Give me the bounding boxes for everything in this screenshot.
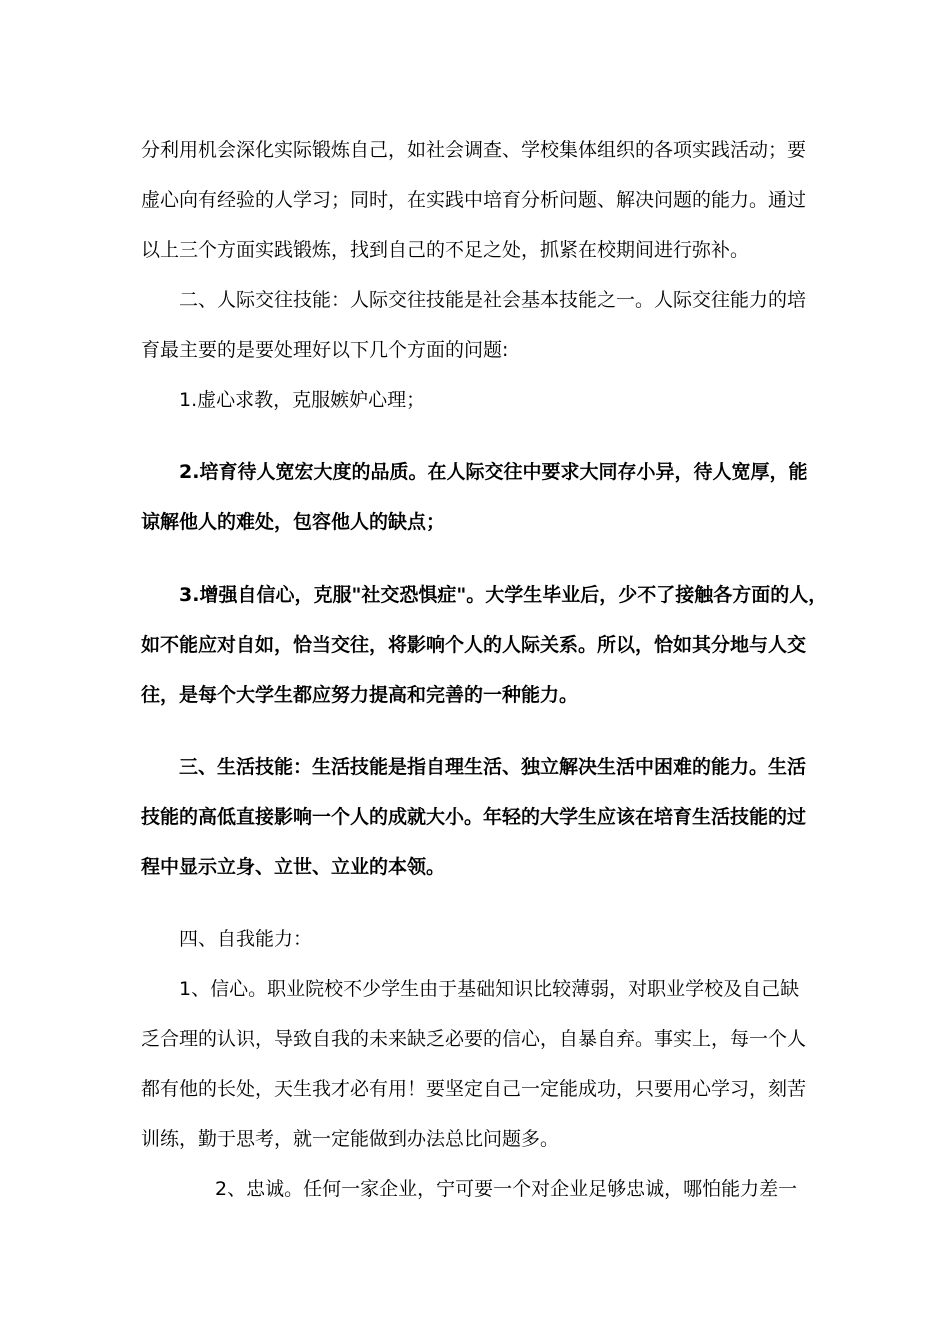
list-item: 1.虚心求教，克服嫉妒心理；	[179, 389, 426, 411]
paragraph-line: 乏合理的认识，导致自我的未来缺乏必要的信心，自暴自弃。事实上，每一个人	[141, 1028, 807, 1050]
section-heading: 四、自我能力：	[179, 928, 313, 950]
paragraph-line: 训练，勤于思考，就一定能做到办法总比问题多。	[141, 1128, 560, 1150]
paragraph-line: 以上三个方面实践锻炼，找到自己的不足之处，抓紧在校期间进行弥补。	[141, 239, 750, 261]
paragraph-line: 育最主要的是要处理好以下几个方面的问题:	[141, 339, 509, 361]
paragraph-line: 程中显示立身、立世、立业的本领。	[141, 856, 446, 878]
list-item: 3.增强自信心，克服"社交恐惧症"。大学生毕业后，少不了接触各方面的人，	[179, 584, 828, 606]
paragraph-line: 都有他的长处，天生我才必有用！要坚定自己一定能成功，只要用心学习，刻苦	[141, 1078, 807, 1100]
list-item: 2、忠诚。任何一家企业，宁可要一个对企业足够忠诚，哪怕能力差一	[215, 1178, 798, 1200]
paragraph-line: 技能的高低直接影响一个人的成就大小。年轻的大学生应该在培育生活技能的过	[141, 806, 807, 828]
list-item: 2.培育待人宽宏大度的品质。在人际交往中要求大同存小异，待人宽厚，能	[179, 461, 808, 483]
paragraph-line: 分利用机会深化实际锻炼自己，如社会调查、学校集体组织的各项实践活动；要	[141, 139, 807, 161]
section-heading-line: 三、生活技能：生活技能是指自理生活、独立解决生活中困难的能力。生活	[179, 756, 807, 778]
list-item: 1、信心。职业院校不少学生由于基础知识比较薄弱，对职业学校及自己缺	[179, 978, 800, 1000]
paragraph-line: 往，是每个大学生都应努力提高和完善的一种能力。	[141, 684, 579, 706]
paragraph-line: 谅解他人的难处，包容他人的缺点；	[141, 511, 446, 533]
paragraph-line: 虚心向有经验的人学习；同时，在实践中培育分析问题、解决问题的能力。通过	[141, 189, 807, 211]
paragraph-line: 二、人际交往技能：人际交往技能是社会基本技能之一。人际交往能力的培	[179, 289, 807, 311]
paragraph-line: 如不能应对自如，恰当交往，将影响个人的人际关系。所以，恰如其分地与人交	[141, 634, 807, 656]
